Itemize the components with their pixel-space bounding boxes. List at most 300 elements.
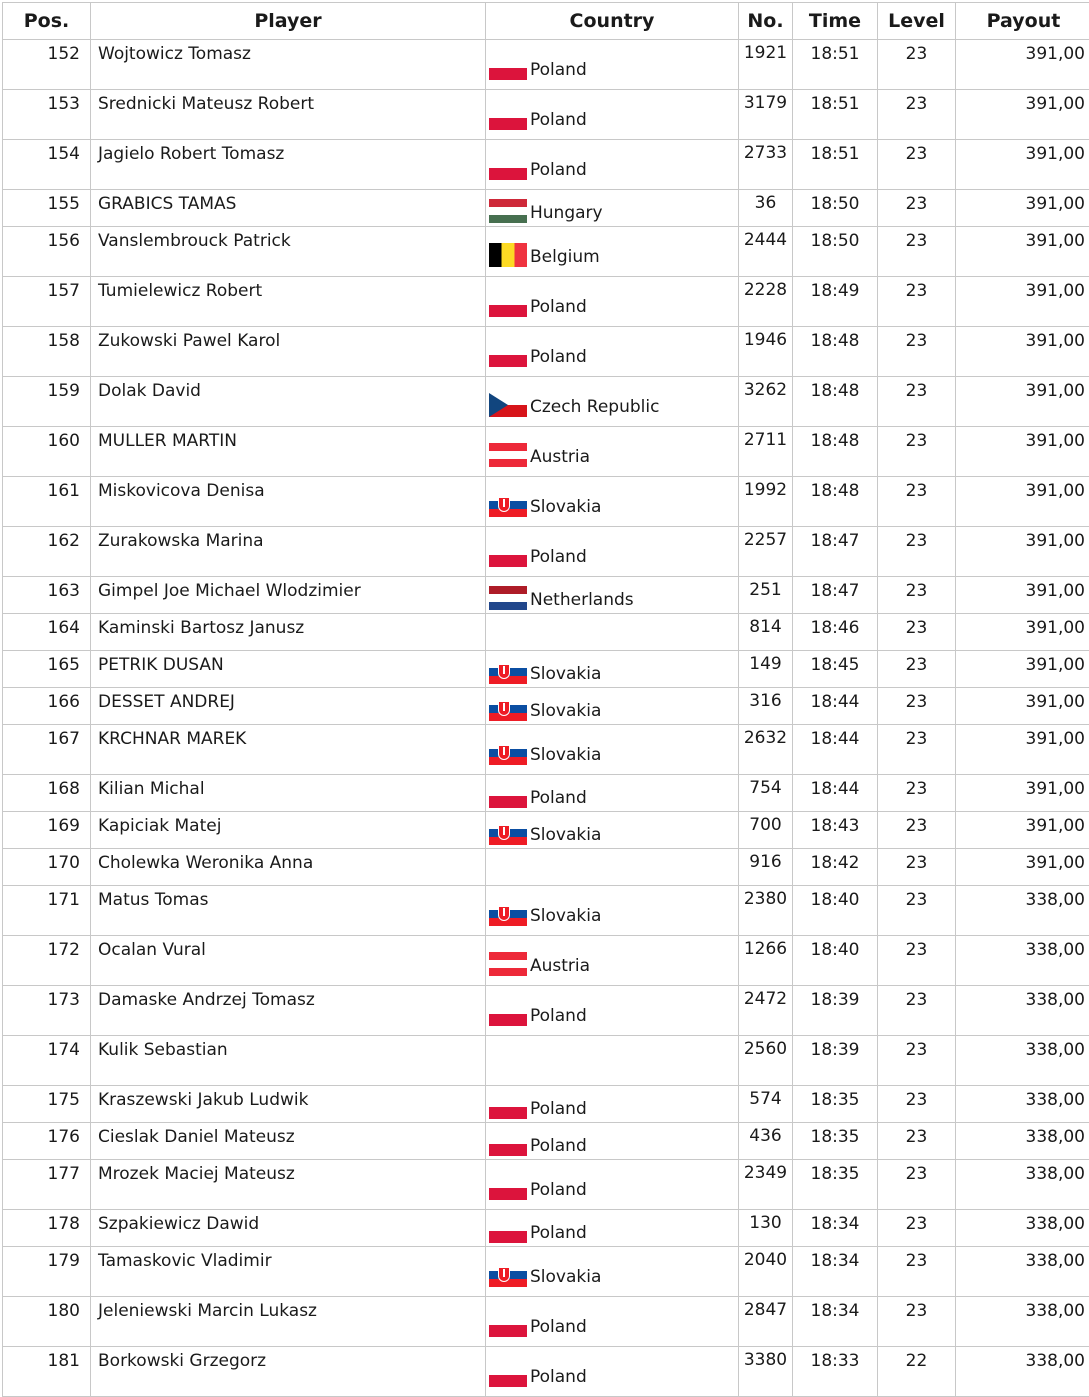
level-cell: 23	[878, 651, 956, 688]
level-cell: 23	[878, 1123, 956, 1160]
sk-flag-icon	[489, 902, 527, 926]
header-row	[3, 3, 1089, 40]
payout-cell: 338,00	[956, 1160, 1089, 1210]
country-cell	[486, 227, 739, 277]
country-wrap	[486, 1089, 738, 1119]
level-cell: 23	[878, 849, 956, 886]
pos-cell: 165	[3, 651, 91, 688]
payout-cell: 338,00	[956, 1123, 1089, 1160]
country-wrap	[486, 1126, 738, 1156]
payout-cell: 391,00	[956, 527, 1089, 577]
country-wrap	[486, 50, 738, 80]
country-wrap	[486, 896, 738, 926]
table-row	[3, 527, 1089, 577]
player-name: Tumielewicz Robert	[91, 277, 486, 327]
pos-cell: 159	[3, 377, 91, 427]
player-name: Kilian Michal	[91, 775, 486, 812]
table-row	[3, 812, 1089, 849]
hu-flag-icon	[489, 199, 527, 223]
pos-cell: 179	[3, 1247, 91, 1297]
country-cell	[486, 90, 739, 140]
table-row	[3, 190, 1089, 227]
level-cell: 23	[878, 477, 956, 527]
level-cell: 23	[878, 527, 956, 577]
country-wrap	[486, 150, 738, 180]
time-cell: 18:47	[793, 527, 878, 577]
table-row	[3, 577, 1089, 614]
country-cell	[486, 1297, 739, 1347]
country-cell	[486, 577, 739, 614]
results-table	[2, 2, 1089, 1397]
country-wrap	[486, 100, 738, 130]
player-name: MULLER MARTIN	[91, 427, 486, 477]
level-cell: 23	[878, 1247, 956, 1297]
sk-flag-icon	[489, 1263, 527, 1287]
country-wrap	[486, 1307, 738, 1337]
country-name: Poland	[530, 547, 587, 567]
time-cell: 18:51	[793, 90, 878, 140]
country-cell	[486, 427, 739, 477]
pl-flag-icon	[489, 1363, 527, 1387]
country-cell	[486, 725, 739, 775]
time-cell: 18:44	[793, 775, 878, 812]
table-row	[3, 986, 1089, 1036]
pl-flag-icon	[489, 543, 527, 567]
country-wrap	[486, 815, 738, 845]
payout-cell: 391,00	[956, 725, 1089, 775]
time-cell: 18:50	[793, 227, 878, 277]
level-cell: 23	[878, 812, 956, 849]
country-name: Poland	[530, 1367, 587, 1387]
player-name: Cholewka Weronika Anna	[91, 849, 486, 886]
payout-cell: 338,00	[956, 1086, 1089, 1123]
payout-cell: 391,00	[956, 227, 1089, 277]
time-cell: 18:40	[793, 886, 878, 936]
level-cell: 23	[878, 775, 956, 812]
payout-cell: 338,00	[956, 1036, 1089, 1086]
nl-flag-icon	[489, 586, 527, 610]
pos-cell: 180	[3, 1297, 91, 1347]
time-cell: 18:35	[793, 1160, 878, 1210]
player-number: 2711	[739, 427, 793, 477]
table-row	[3, 277, 1089, 327]
payout-cell: 338,00	[956, 1247, 1089, 1297]
table-row	[3, 1123, 1089, 1160]
player-number: 316	[739, 688, 793, 725]
table-row	[3, 477, 1089, 527]
table-row	[3, 327, 1089, 377]
country-name: Austria	[530, 447, 590, 467]
country-wrap	[486, 946, 738, 976]
country-name: Slovakia	[530, 497, 601, 517]
level-cell: 23	[878, 377, 956, 427]
level-cell: 22	[878, 1347, 956, 1397]
player-number: 36	[739, 190, 793, 227]
table-row	[3, 1210, 1089, 1247]
player-name: Damaske Andrzej Tomasz	[91, 986, 486, 1036]
payout-cell: 391,00	[956, 327, 1089, 377]
time-cell: 18:48	[793, 327, 878, 377]
header-level[interactable]: Level	[878, 3, 956, 40]
pl-flag-icon	[489, 56, 527, 80]
player-name: Kapiciak Matej	[91, 812, 486, 849]
country-cell	[486, 651, 739, 688]
pos-cell: 166	[3, 688, 91, 725]
country-cell	[486, 40, 739, 90]
country-name: Slovakia	[530, 701, 601, 721]
country-wrap	[486, 580, 738, 610]
country-cell	[486, 327, 739, 377]
payout-cell: 338,00	[956, 1297, 1089, 1347]
player-number: 814	[739, 614, 793, 651]
player-number: 1921	[739, 40, 793, 90]
time-cell: 18:39	[793, 986, 878, 1036]
time-cell: 18:51	[793, 140, 878, 190]
time-cell: 18:34	[793, 1247, 878, 1297]
pos-cell: 173	[3, 986, 91, 1036]
country-cell	[486, 1036, 739, 1086]
level-cell: 23	[878, 936, 956, 986]
player-name: GRABICS TAMAS	[91, 190, 486, 227]
level-cell: 23	[878, 1297, 956, 1347]
player-number: 2228	[739, 277, 793, 327]
table-row	[3, 1247, 1089, 1297]
country-wrap	[486, 387, 738, 417]
country-name: Poland	[530, 347, 587, 367]
country-name: Slovakia	[530, 825, 601, 845]
pos-cell: 155	[3, 190, 91, 227]
country-name: Slovakia	[530, 745, 601, 765]
country-cell	[486, 140, 739, 190]
time-cell: 18:33	[793, 1347, 878, 1397]
time-cell: 18:51	[793, 40, 878, 90]
level-cell: 23	[878, 277, 956, 327]
level-cell: 23	[878, 1036, 956, 1086]
player-name: Zukowski Pawel Karol	[91, 327, 486, 377]
player-name: Jeleniewski Marcin Lukasz	[91, 1297, 486, 1347]
country-name: Poland	[530, 1006, 587, 1026]
player-name: Miskovicova Denisa	[91, 477, 486, 527]
country-name: Poland	[530, 1099, 587, 1119]
player-number: 700	[739, 812, 793, 849]
country-cell	[486, 1086, 739, 1123]
player-number: 1266	[739, 936, 793, 986]
level-cell: 23	[878, 1210, 956, 1247]
country-wrap	[486, 287, 738, 317]
country-cell	[486, 1123, 739, 1160]
payout-cell: 391,00	[956, 377, 1089, 427]
player-number: 2257	[739, 527, 793, 577]
header-payout[interactable]: Payout	[956, 3, 1089, 40]
level-cell: 23	[878, 190, 956, 227]
country-cell	[486, 849, 739, 886]
pos-cell: 153	[3, 90, 91, 140]
level-cell: 23	[878, 614, 956, 651]
player-number: 2380	[739, 886, 793, 936]
country-cell	[486, 190, 739, 227]
pl-flag-icon	[489, 1132, 527, 1156]
table-row	[3, 725, 1089, 775]
country-name: Poland	[530, 297, 587, 317]
level-cell: 23	[878, 327, 956, 377]
player-number: 916	[739, 849, 793, 886]
time-cell: 18:39	[793, 1036, 878, 1086]
pos-cell: 162	[3, 527, 91, 577]
pos-cell: 176	[3, 1123, 91, 1160]
level-cell: 23	[878, 227, 956, 277]
country-cell	[486, 377, 739, 427]
player-number: 2472	[739, 986, 793, 1036]
country-wrap	[486, 1170, 738, 1200]
table-row	[3, 651, 1089, 688]
pos-cell: 172	[3, 936, 91, 986]
time-cell: 18:34	[793, 1210, 878, 1247]
time-cell: 18:34	[793, 1297, 878, 1347]
pl-flag-icon	[489, 156, 527, 180]
header-no[interactable]: No.	[739, 3, 793, 40]
payout-cell: 391,00	[956, 477, 1089, 527]
player-number: 251	[739, 577, 793, 614]
pos-cell: 154	[3, 140, 91, 190]
player-name: Mrozek Maciej Mateusz	[91, 1160, 486, 1210]
player-name: Zurakowska Marina	[91, 527, 486, 577]
pos-cell: 178	[3, 1210, 91, 1247]
pl-flag-icon	[489, 1002, 527, 1026]
table-row	[3, 427, 1089, 477]
sk-flag-icon	[489, 821, 527, 845]
table-row	[3, 614, 1089, 651]
header-country[interactable]: Country	[486, 3, 739, 40]
header-time[interactable]: Time	[793, 3, 878, 40]
pos-cell: 161	[3, 477, 91, 527]
country-wrap	[486, 654, 738, 684]
country-wrap	[486, 237, 738, 267]
country-wrap	[486, 437, 738, 467]
time-cell: 18:35	[793, 1123, 878, 1160]
payout-cell: 391,00	[956, 190, 1089, 227]
country-wrap	[486, 537, 738, 567]
level-cell: 23	[878, 986, 956, 1036]
pl-flag-icon	[489, 106, 527, 130]
country-name: Poland	[530, 1317, 587, 1337]
country-name: Czech Republic	[530, 397, 659, 417]
pl-flag-icon	[489, 1313, 527, 1337]
player-name: Borkowski Grzegorz	[91, 1347, 486, 1397]
be-flag-icon	[489, 243, 527, 267]
country-cell	[486, 775, 739, 812]
player-number: 130	[739, 1210, 793, 1247]
payout-cell: 391,00	[956, 40, 1089, 90]
pos-cell: 168	[3, 775, 91, 812]
time-cell: 18:49	[793, 277, 878, 327]
payout-cell: 338,00	[956, 1210, 1089, 1247]
country-cell	[486, 886, 739, 936]
player-number: 2040	[739, 1247, 793, 1297]
player-name: Szpakiewicz Dawid	[91, 1210, 486, 1247]
country-wrap	[486, 193, 738, 223]
time-cell: 18:44	[793, 688, 878, 725]
table-row	[3, 1036, 1089, 1086]
pos-cell: 170	[3, 849, 91, 886]
player-number: 436	[739, 1123, 793, 1160]
payout-cell: 391,00	[956, 775, 1089, 812]
header-player[interactable]: Player	[91, 3, 486, 40]
player-name: Kaminski Bartosz Janusz	[91, 614, 486, 651]
pos-cell: 160	[3, 427, 91, 477]
country-name: Slovakia	[530, 906, 601, 926]
country-wrap	[486, 735, 738, 765]
payout-cell: 391,00	[956, 577, 1089, 614]
payout-cell: 391,00	[956, 688, 1089, 725]
player-number: 754	[739, 775, 793, 812]
country-cell	[486, 986, 739, 1036]
time-cell: 18:50	[793, 190, 878, 227]
table-row	[3, 90, 1089, 140]
player-name: DESSET ANDREJ	[91, 688, 486, 725]
country-name: Slovakia	[530, 1267, 601, 1287]
pos-cell: 163	[3, 577, 91, 614]
pos-cell: 171	[3, 886, 91, 936]
pos-cell: 181	[3, 1347, 91, 1397]
at-flag-icon	[489, 443, 527, 467]
country-name: Austria	[530, 956, 590, 976]
country-name: Poland	[530, 788, 587, 808]
player-name: Matus Tomas	[91, 886, 486, 936]
sk-flag-icon	[489, 741, 527, 765]
player-name: Gimpel Joe Michael Wlodzimier	[91, 577, 486, 614]
sk-flag-icon	[489, 493, 527, 517]
cz-flag-icon	[489, 393, 527, 417]
table-row	[3, 886, 1089, 936]
level-cell: 23	[878, 886, 956, 936]
payout-cell: 338,00	[956, 1347, 1089, 1397]
time-cell: 18:44	[793, 725, 878, 775]
header-pos[interactable]: Pos.	[3, 3, 91, 40]
payout-cell: 391,00	[956, 427, 1089, 477]
country-cell	[486, 277, 739, 327]
pos-cell: 152	[3, 40, 91, 90]
pl-flag-icon	[489, 1219, 527, 1243]
payout-cell: 338,00	[956, 936, 1089, 986]
payout-cell: 338,00	[956, 986, 1089, 1036]
pl-flag-icon	[489, 1176, 527, 1200]
table-row	[3, 1086, 1089, 1123]
payout-cell: 391,00	[956, 614, 1089, 651]
time-cell: 18:48	[793, 477, 878, 527]
table-row	[3, 849, 1089, 886]
pl-flag-icon	[489, 293, 527, 317]
level-cell: 23	[878, 1160, 956, 1210]
country-wrap	[486, 778, 738, 808]
player-name: Vanslembrouck Patrick	[91, 227, 486, 277]
country-wrap	[486, 1357, 738, 1387]
pos-cell: 156	[3, 227, 91, 277]
player-number: 1946	[739, 327, 793, 377]
country-cell	[486, 1210, 739, 1247]
table-row	[3, 40, 1089, 90]
payout-cell: 391,00	[956, 277, 1089, 327]
table-row	[3, 1160, 1089, 1210]
payout-cell: 391,00	[956, 849, 1089, 886]
payout-cell: 391,00	[956, 651, 1089, 688]
time-cell: 18:42	[793, 849, 878, 886]
player-name: Kraszewski Jakub Ludwik	[91, 1086, 486, 1123]
country-cell	[486, 527, 739, 577]
player-name: Dolak David	[91, 377, 486, 427]
pos-cell: 177	[3, 1160, 91, 1210]
player-number: 3262	[739, 377, 793, 427]
country-cell	[486, 1347, 739, 1397]
player-number: 2444	[739, 227, 793, 277]
country-cell	[486, 477, 739, 527]
country-wrap	[486, 487, 738, 517]
level-cell: 23	[878, 140, 956, 190]
pos-cell: 158	[3, 327, 91, 377]
country-name: Poland	[530, 110, 587, 130]
country-name: Poland	[530, 1223, 587, 1243]
country-name: Poland	[530, 60, 587, 80]
table-row	[3, 1297, 1089, 1347]
country-name: Poland	[530, 1180, 587, 1200]
country-name: Poland	[530, 160, 587, 180]
player-name: Ocalan Vural	[91, 936, 486, 986]
table-row	[3, 227, 1089, 277]
level-cell: 23	[878, 40, 956, 90]
sk-flag-icon	[489, 660, 527, 684]
pos-cell: 164	[3, 614, 91, 651]
player-number: 2560	[739, 1036, 793, 1086]
player-number: 3179	[739, 90, 793, 140]
player-number: 2847	[739, 1297, 793, 1347]
pos-cell: 175	[3, 1086, 91, 1123]
pos-cell: 174	[3, 1036, 91, 1086]
player-name: Tamaskovic Vladimir	[91, 1247, 486, 1297]
country-cell	[486, 688, 739, 725]
country-cell	[486, 614, 739, 651]
player-name: Srednicki Mateusz Robert	[91, 90, 486, 140]
pl-flag-icon	[489, 1095, 527, 1119]
country-wrap	[486, 1257, 738, 1287]
pl-flag-icon	[489, 343, 527, 367]
country-wrap	[486, 996, 738, 1026]
payout-cell: 338,00	[956, 886, 1089, 936]
table-row	[3, 140, 1089, 190]
pl-flag-icon	[489, 784, 527, 808]
country-name: Poland	[530, 1136, 587, 1156]
level-cell: 23	[878, 1086, 956, 1123]
country-name: Slovakia	[530, 664, 601, 684]
level-cell: 23	[878, 577, 956, 614]
player-name: KRCHNAR MAREK	[91, 725, 486, 775]
sk-flag-icon	[489, 697, 527, 721]
player-name: Wojtowicz Tomasz	[91, 40, 486, 90]
level-cell: 23	[878, 90, 956, 140]
pos-cell: 169	[3, 812, 91, 849]
time-cell: 18:48	[793, 377, 878, 427]
player-number: 574	[739, 1086, 793, 1123]
payout-cell: 391,00	[956, 812, 1089, 849]
table-row	[3, 688, 1089, 725]
country-wrap	[486, 337, 738, 367]
level-cell: 23	[878, 725, 956, 775]
payout-cell: 391,00	[956, 90, 1089, 140]
country-name: Belgium	[530, 247, 600, 267]
time-cell: 18:45	[793, 651, 878, 688]
player-number: 2349	[739, 1160, 793, 1210]
table-row	[3, 1347, 1089, 1397]
country-cell	[486, 812, 739, 849]
time-cell: 18:47	[793, 577, 878, 614]
